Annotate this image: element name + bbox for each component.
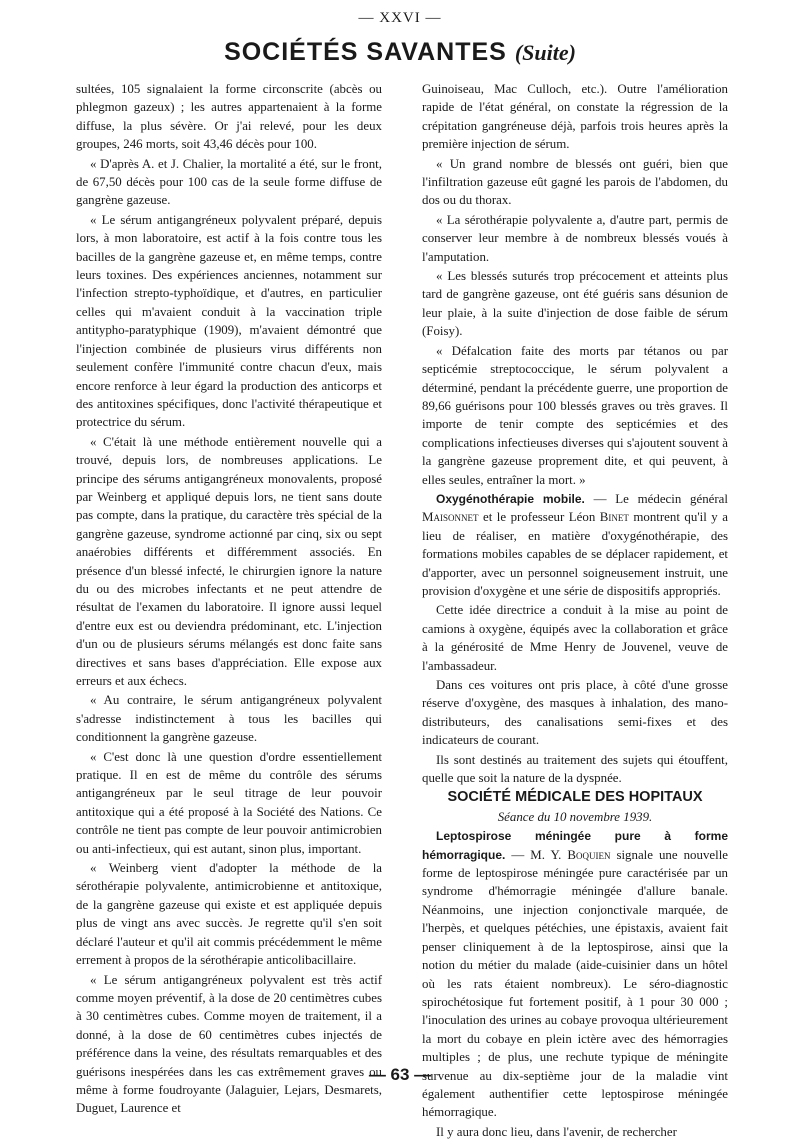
paragraph: sultées, 105 signalaient la forme circonscrite (abcès ou phlegmon gazeux) ; les autres appartenaient à la forme diffuse, la plus sévère. Or j'ai relevé, pour les deux groupes, 246 morts, soit 43,46 décès pour 100. xyxy=(76,82,382,152)
paragraph: Guinoiseau, Mac Culloch, etc.). Outre l'amélioration rapide de l'état général, on constate la régression de la crépitation gangréneuse déjà, parfois trois heures après la première injection de sérum. xyxy=(422,82,728,152)
lepto-dash: — M. Y. xyxy=(505,847,568,862)
author-binet: Binet xyxy=(599,510,629,525)
section-title: SOCIÉTÉ MÉDICALE DES HOPITAUX xyxy=(447,789,703,806)
paragraph: « Les blessés suturés trop précocement et atteints plus tard de gangrène gazeuse, ont été guéris sans désunion de leur plaie, à la suite d'injection de dose faible de sérum (Foisy). xyxy=(422,269,728,339)
oxygen-rest: montrent qu'il y a lieu de réaliser, en matière d'oxygénothérapie, des formations mobiles capables de se déplacer rapidement, et d'apporter, avec un personnel soigneusement instruit, une provision d'oxygène et une série de dispositifs appropriés. xyxy=(422,510,728,598)
lepto-heading: Leptospirose méningée pure à forme hémorragique. xyxy=(422,829,728,862)
paragraph: « Le sérum antigangréneux polyvalent préparé, depuis lors, à mon laboratoire, est actif à la fois contre tous les bacilles de la gangrène gazeuse et, en même temps, contre leurs toxines. Des expériences anciennes, notamment sur l'infection strepto-typhoïdique, et d'autres, en particulier celles qui m'avaient conduit à la vaccination triple antitypho-paratyphique (1909), m'avaient démontré que l'injection combinée de plusieurs virus différents non seulement confère l'immunité contre chacun d'eux, mais encore renforce à leur égard la production des anticorps et des antitoxines spécifiques, donc l'activité thérapeutique et protectrice du sérum. xyxy=(76,212,382,430)
right-column xyxy=(422,80,728,1142)
oxygen-paragraph xyxy=(422,490,728,600)
paragraph: « C'était là une méthode entièrement nouvelle qui a trouvé, depuis lors, de nombreuses applications. Le principe des sérums antigangréneux monovalents, proposé par Weinberg et appliqué depuis lors, ne tient sans doute pas compte, dans la pratique, du caractère très spécial de la gangrène gazeuse, syndrome actionné par cinq, six ou sept anaérobies différents et différemment associés. En présence d'un blessé infecté, le chirurgien ignore la nature du ou des microbes infectants et ne peut attendre de résultat de l'examen du laboratoire. Il ignore aussi lequel d'entre eux est ou deviendra prédominant, etc. L'injection d'un ou de plusieurs sérums mélangés est donc faite sans directives et sans bases d'appréciation. Elle expose aux erreurs et aux échecs. xyxy=(76,434,382,688)
paragraph: Ils sont destinés au traitement des sujets qui étouffent, quelle que soit la nature de la dyspnée. xyxy=(422,752,728,786)
page-number: — 63 — xyxy=(368,1065,432,1084)
oxygen-dash: — Le médecin général xyxy=(584,491,728,506)
section-session-date: Séance du 10 novembre 1939. xyxy=(497,809,653,824)
paragraph: Cette idée directrice a conduit à la mise au point de camions à oxygène, équipés avec la collaboration et grâce à la générosité de Mme Henry de Jouvenel, veuve de l'ambassadeur. xyxy=(422,603,728,673)
folio-roman: — XXVI — xyxy=(358,10,442,26)
paragraph: « Au contraire, le sérum antigangréneux polyvalent s'adresse indistinctement à tous les bacilles qui conditionnent la gangrène gazeuse. xyxy=(76,693,382,745)
author-maisonnet: Maisonnet xyxy=(422,510,479,525)
paragraph: « Défalcation faite des morts par tétanos ou par septicémie streptococcique, le sérum polyvalent a déterminé, pendant la précédente guerre, une proportion de 89,66 guérisons pour 100 blessés graves ou très graves. Il importe de tenir compte des septicémies et des complications infectieuses diverses qui s'ajoutent souvent à la gangrène gazeuse proprement dite, et qui peuvent, à elles seules, entraîner la mort. » xyxy=(422,343,728,487)
paragraph: « Un grand nombre de blessés ont guéri, bien que l'infiltration gazeuse eût gagné les parois de l'abdomen, du dos ou du thorax. xyxy=(422,156,728,208)
running-head-suffix: (Suite) xyxy=(514,40,576,65)
paragraph: « C'est donc là une question d'ordre essentiellement pratique. Il en est de même du contrôle des sérums antigangréneux par le seul titrage de leur pouvoir antitoxique qui a été proposé à la Société des Nations. Ce contrôle ne tient pas compte de leur pouvoir antimicrobien ou anti-infectieux, qui est autant, sinon plus, important. xyxy=(76,749,382,856)
running-head xyxy=(0,38,800,67)
oxygen-mid: et le professeur Léon xyxy=(478,510,600,525)
paragraph: « Le sérum antigangréneux polyvalent est très actif comme moyen préventif, à la dose de 20 centimètres cubes à 30 centimètres cubes. Comme moyen de traitement, il a donné, à la dose de 60 centimètres cubes injectés de préférence dans la veine, des résultats remarquables et des guérisons inespérées dans les cas extrêmement graves ou même à forme foudroyante (Jalaguier, Lejars, Desmarets, Duguet, Laurence et xyxy=(76,972,382,1116)
paragraph: « Weinberg vient d'adopter la méthode de la sérothérapie polyvalente, antimicrobienne et antitoxique, de la gangrène gazeuse qui existe et est appliquée depuis plus de vingt ans avec succès. Je regrette qu'il s'en soit déclaré l'auteur et qu'il ait commis précédemment le même errement à propos de la sérothérapie anticolibacillaire. xyxy=(76,861,382,968)
oxygen-heading: Oxygénothérapie mobile. xyxy=(436,491,585,506)
lepto-rest: signale une nouvelle forme de leptospirose méningée pure caractérisée par un syndrome d'hémorragie méningée d'allure banale. Néanmoins, une injection conjonctivale marquée, de l'herpès, et quelques pétéchies, une épistaxis, avaient fait penser cliniquement à de la leptospirose, ainsi que la notion du métier du malade (aide-cuisinier dans un hôtel où les rats étaient nombreux). Le séro-diagnostic spirochétosique fut fortement positif, à 1 pour 30 000 ; l'inoculation des urines au cobaye provoqua ultérieurement la mort du cobaye en plein ictère avec des hémorragies multiples ; de plus, une rechute typique de méningite survenue au dix-septième jour de la maladie vint également authentifier cette leptospirose méningée hémorragique. xyxy=(422,847,728,1120)
paragraph: « D'après A. et J. Chalier, la mortalité a été, sur le front, de 67,50 décès pour 100 cas de la seule forme diffuse de gangrène gazeuse. xyxy=(76,156,382,208)
paragraph: Dans ces voitures ont pris place, à côté d'une grosse réserve d'oxygène, des masques à inhalation, des mano-distributeurs, des canalisations semi-fixes et des indicateurs de courant. xyxy=(422,678,728,748)
author-boquien: Boquien xyxy=(567,847,611,862)
paragraph: Il y aura donc lieu, dans l'avenir, de rechercher xyxy=(436,1124,677,1139)
running-head-title: SOCIÉTÉS SAVANTES xyxy=(224,38,507,66)
paragraph: « La sérothérapie polyvalente a, d'autre part, permis de conserver leur membre à de nombreux blessés voués à l'amputation. xyxy=(422,212,728,264)
left-column xyxy=(76,80,382,1119)
